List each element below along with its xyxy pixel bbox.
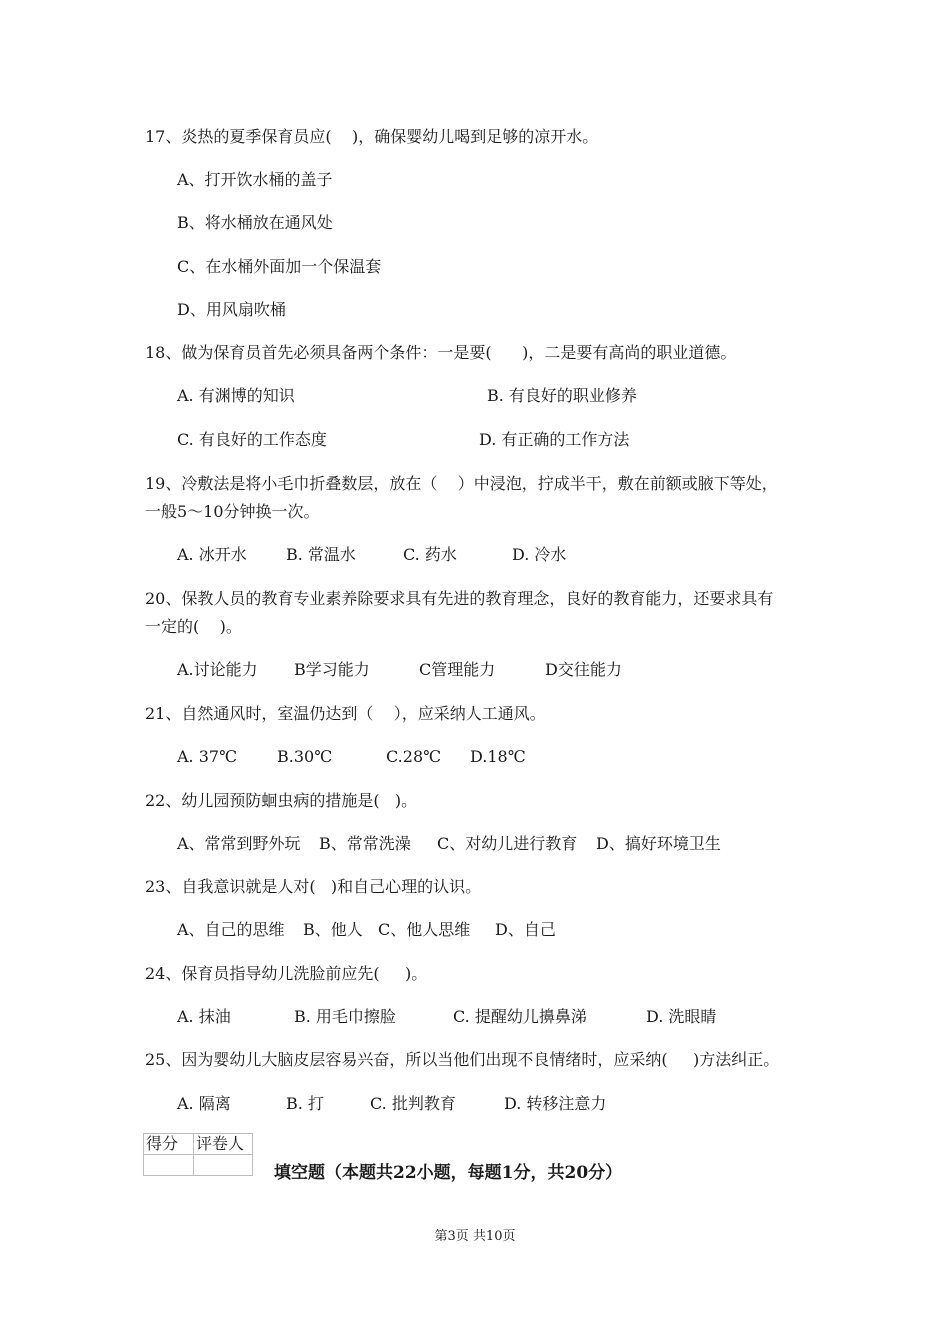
score-cell (144, 1155, 194, 1176)
option-21-c: C.28℃ (386, 747, 442, 766)
option-17-a: A、打开饮水桶的盖子 (177, 170, 333, 189)
option-18-b: B. 有良好的职业修养 (487, 386, 637, 405)
question-19-cont: 一般5～10分钟换一次。 (145, 502, 320, 521)
option-18-c: C. 有良好的工作态度 (177, 430, 327, 449)
option-24-c: C. 提醒幼儿擤鼻涕 (453, 1007, 587, 1026)
option-25-b: B. 打 (286, 1094, 324, 1113)
option-21-d: D.18℃ (470, 747, 526, 766)
option-22-c: C、对幼儿进行教育 (437, 834, 578, 853)
option-24-a: A. 抹油 (177, 1007, 231, 1026)
option-23-c: C、他人思维 (378, 920, 471, 939)
question-21: 21、自然通风时，室温仍达到（ ），应采纳人工通风。 (145, 704, 546, 723)
option-20-c: C管理能力 (419, 660, 496, 679)
reviewer-label: 评卷人 (194, 1134, 253, 1155)
option-25-c: C. 批判教育 (370, 1094, 456, 1113)
question-25: 25、因为婴幼儿大脑皮层容易兴奋，所以当他们出现不良情绪时，应采纳( )方法纠正。 (145, 1050, 780, 1069)
question-23: 23、自我意识就是人对( )和自己心理的认识。 (145, 877, 482, 896)
option-20-a: A.讨论能力 (177, 660, 258, 679)
option-19-b: B. 常温水 (286, 545, 356, 564)
option-22-a: A、常常到野外玩 (177, 834, 301, 853)
option-17-d: D、用风扇吹桶 (177, 300, 286, 319)
question-20-cont: 一定的( )。 (145, 617, 242, 636)
option-19-a: A. 冰开水 (177, 545, 247, 564)
option-22-d: D、搞好环境卫生 (596, 834, 721, 853)
option-24-b: B. 用毛巾擦脸 (294, 1007, 396, 1026)
question-19: 19、冷敷法是将小毛巾折叠数层，放在（ ）中浸泡，拧成半干，敷在前额或腋下等处， (145, 474, 778, 493)
option-17-b: B、将水桶放在通风处 (177, 213, 333, 232)
option-23-b: B、他人 (303, 920, 363, 939)
option-18-d: D. 有正确的工作方法 (479, 430, 630, 449)
page-footer: 第3页 共10页 (434, 1229, 516, 1244)
option-17-c: C、在水桶外面加一个保温套 (177, 257, 382, 276)
option-23-a: A、自己的思维 (177, 920, 285, 939)
option-20-b: B学习能力 (294, 660, 370, 679)
score-label: 得分 (144, 1134, 194, 1155)
option-19-c: C. 药水 (403, 545, 457, 564)
option-19-d: D. 冷水 (512, 545, 567, 564)
option-25-d: D. 转移注意力 (504, 1094, 607, 1113)
option-21-a: A. 37℃ (177, 747, 237, 766)
section-title: 填空题（本题共22小题，每题1分，共20分） (274, 1163, 623, 1183)
option-21-b: B.30℃ (277, 747, 333, 766)
option-23-d: D、自己 (495, 920, 556, 939)
question-24: 24、保育员指导幼儿洗脸前应先( )。 (145, 964, 428, 983)
question-22: 22、幼儿园预防蛔虫病的措施是( )。 (145, 791, 418, 810)
option-22-b: B、常常洗澡 (319, 834, 411, 853)
option-18-a: A. 有渊博的知识 (177, 386, 295, 405)
question-18: 18、做为保育员首先必须具备两个条件：一是要( )，二是要有高尚的职业道德。 (145, 343, 737, 362)
score-table (143, 1133, 253, 1176)
option-24-d: D. 洗眼睛 (646, 1007, 717, 1026)
option-20-d: D交往能力 (545, 660, 622, 679)
reviewer-cell (194, 1155, 253, 1176)
option-25-a: A. 隔离 (177, 1094, 231, 1113)
question-17: 17、炎热的夏季保育员应( )，确保婴幼儿喝到足够的凉开水。 (145, 127, 599, 146)
question-20: 20、保教人员的教育专业素养除要求具有先进的教育理念，良好的教育能力，还要求具有 (145, 589, 774, 608)
